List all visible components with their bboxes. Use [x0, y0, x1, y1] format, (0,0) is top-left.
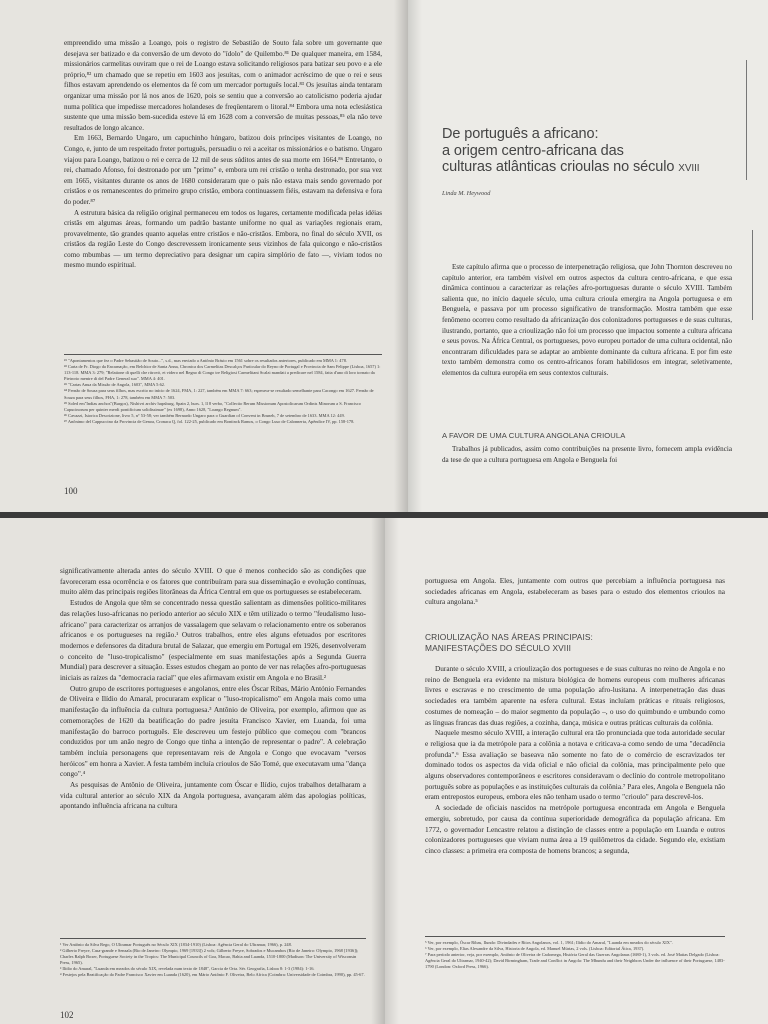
footnote: ⁸³ "Cartas Anua da Missão de Angola, 1603", MMA 5:62. — [64, 382, 166, 388]
page-101 — [408, 0, 768, 512]
footnote: ⁸⁶ Cavazzi, Istorica Descrizione, livro 5, n° 53-58; ver também Bernardo Ungaro para o Guardian of Convent in Bruneh, 7 de setembro de 1633. MMA 12: 449. — [64, 412, 345, 418]
page-101-body — [442, 262, 732, 379]
footnote: ⁸⁵ Soled em"Indias anchos"(Burgos), Nishivri archiv hapsburg, Spain 2, hurs. 1, ll 8 verbo, "Collectio Rerum Missionum Apostolicarum Ordinis Minorum a S. Francisco Capucinorum per quinter merdi pontificium solidissimae" (ex 1698), Anno 1628, "Loango Regnum". — [64, 400, 361, 412]
page-gutter — [408, 0, 422, 512]
paragraph: Outro grupo de escritores portugueses e angolanos, entre eles Óscar Ribas, Mário António Fernandes de Oliveira e Ilídio do Amaral, procuraram explicar o "luso-tropicalismo" em Angola mais como uma manifestação da influência da cultura portuguesa.³ Antônio de Oliveira, por exemplo, afirmou que as comemorações de 1620 da beatificação do padre jesuíta Francisco Xavier, em Luanda, foi uma manifestação do barroco português. Ele descreveu um festejo público que começou com "brancos conduzidos por um anão negro de Congo que tinha a intenção de representar o padre". A celebração também incluía personagens que representavam reis de Angola e Congo que evocavam "versos heróicos" em honra a Xavier. A festa também incluía crioulos de São Tomé, que executavam uma "dança congo".⁴ — [60, 683, 367, 779]
footnote: ⁴ Festejos pela Beatificação do Padre Francisco Xavier em Luanda (1620), em Mário Antônio F. Oliveira, Belo Africa (Coimbra: Universidade de Coimbra, 1990), pp. 45-67. — [60, 972, 365, 978]
paragraph: Em 1663, Bernardo Ungaro, um capuchinho húngaro, batizou dois príncipes visitantes de Loango, no Congo, e, junto de um respeitado freter português, persuadiu o rei a aceitar os missionários e o batismo. Ungaro viajou para Loango, batizou o rei e cerca de 12 mil de seus súditos antes de sua morte em 1664.⁸⁶ Entretanto, o rei, chamado Afonso, foi destronado por um "primo" e, embora um rei cristão o tenha destronado, por sua vez em 1665, visitantes durante os anos de 1680 consideraram que o país não estava mais sendo governado por cristãos e os remanescentes do primeiro grupo cristão, embora continuassem fiéis, estavam na defensiva e fora do poder.⁸⁷ — [64, 134, 382, 206]
footnote: ⁸⁴ Fernão de Souza para seus filhos, mas escrito no início de 1624, FMA, 1: 227, também em MMA 7: 663; esperava-se resultado semelhante para Cacongo em 1627. Fernão de Souza para seus filhos, FHA, 1: 278, também em MMA 7: 503. — [64, 388, 374, 400]
paragraph: significativamente alterada antes do século XVIII. O que é menos conhecido são as condições que favoreceram essa ocorrência e os fatores que contribuíram para sua disseminação e evolução contínuas, muito além das principais regiões litorâneas da África Central em que os portugueses se estabeleceram. — [60, 566, 366, 597]
footnote: ⁵ Ver, por exemplo, Óscar Ribas, Ilundo: Divindades e Ritos Angolanos, vol. 1, 1961; Ilídio do Amaral, "Luanda em meados do século XIX". — [425, 940, 673, 945]
paragraph: Durante o século XVIII, a crioulização dos portugueses e de suas culturas no reino de Angola e no reino de Benguela era evidente na mistura biológica de homens europeus com mulheres africanas livres e escravas e no crescimento de uma população afro-lusitana. A interpenetração das duas sociedades era também aparente na esfera cultural. Estas incluíam práticas e rituais religiosos, costumes de nomeação – do maior segmento da população –, o uso do quimbundo e umbundo como as línguas francas das duas regiões, a cozinha, dança, música e outras práticas culturais da colônia. — [425, 664, 725, 727]
footnote: ² Gilberto Freyre, Casa-grande e Senzala (Rio de Janeiro: Olympio, 1969 [1933]) 2 vols; Gilberto Freyre, Sobrados e Mucambos (Rio de Janeiro: Olympio, 1968 [1936]); Charles Ralph Boxer, Portuguese Society in the Tropics: The Municipal Councils of Goa, Macao, Bahia and Luanda, 1510-1800 (Madison: The University of Wisconsin Press, 1965). — [60, 948, 359, 966]
chapter-title-line: a origem centro-africana das — [442, 142, 624, 159]
page-103-footnotes — [425, 936, 725, 970]
section-heading-line — [425, 643, 725, 654]
paragraph: portuguesa em Angola. Eles, juntamente com outros que percebiam a influência portuguesa nas sociedades africanas em Angola, estabeleceram as bases para o estudo dos elementos crioulos na cultura angolana.⁵ — [425, 576, 725, 607]
footnote: ⁸⁷ Anônimo del Cappuccino da Provincia de Genoa, Cronaca Q, fol. 122-25, publicado em Bontinck Ramos, o Congo Luso de Calonnerta, Apêndice IV, pp. 158-178. — [64, 418, 355, 424]
page-102 — [0, 518, 385, 1024]
page-number: 100 — [64, 486, 78, 496]
paragraph: A sociedade de oficiais nascidos na metrópole portuguesa encontrada em Angola e Benguela emergiu, sobretudo, por causa da contínua superioridade demográfica da população africana. Em 1772, o governador Lencastre relatou a distinção de classes entre a população em Luanda e outros colonizadores portugueses que viviam numa área a 19 quilômetros da cidade. Segundo ele, existiam cinco classes: a primeira era composta de homens brancos; a segunda, — [425, 803, 725, 855]
footnote: ⁷ Para período anterior, veja, por exemplo, Antônio de Oliveira de Cadornega, História Geral das Guerras Angolanas (1680-1), 3 vols. ed. José Matias Delgado (Lisboa: Agência Geral do Ultramar, 1940-42); David Birmingham, Trade and Conflict in Angola: The Mbundu and their Neighbors Under the influence of their Portuguese, 1483-1790 (London: Oxford Press, 1966). — [425, 952, 725, 970]
chapter-title — [442, 126, 742, 178]
footnote: ⁶ Ver, por exemplo, Elias Alexandre da Silva, Historia de Angola, ed. Manuel Múrias, 2 vols. (Lisboa: Editorial Ática, 1937). — [425, 946, 645, 952]
paragraph: A estrutura básica da religião original permaneceu em todos os lugares, certamente modificada pelas idéias cristãs em algumas áreas, formando um padrão bastante uniforme no qual as variações regionais eram, provavelmente, tão grandes quanto aquelas entre cristãos e não-cristãos. Embora, no final do século XVII, os cristãos da região Leste do Congo descrevessem ironicamente seus vizinhos de fala quicongo e não-cristãos como mbumbas — um termo depreciativo para designar um capira simplório de fato —, viviam todos no mesmo mundo espiritual. — [64, 208, 382, 270]
section-heading-line: CRIOULIZAÇÃO NAS ÁREAS PRINCIPAIS: — [425, 632, 593, 642]
paragraph: Naquele mesmo século XVIII, a interação cultural era tão pronunciada que toda autoridade secular e religiosa que ia da metrópole para a colônia a notava e criticava-a como sendo de uma "decadência profunda".⁶ Essa avaliação se baseava não somente no fato de o comércio de escravizados ter dominado todos os aspectos da vida oficial e não oficial da colônia, mas principalmente pelo que alguns observadores contemporâneos e escritores consideravam o declínio do controle metropolitano português sobre as populações e as instituições culturais da colônia.⁷ Para eles, Angola e Benguela não eram entrepostos europeus, embora eles não tenham usado o termo "crioulo" para descrevê-los. — [425, 728, 725, 802]
section-heading-century: XVIII — [552, 643, 572, 653]
margin-mark — [746, 60, 747, 180]
paragraph: As pesquisas de Antônio de Oliveira, juntamente com Óscar e Ilídio, cujos trabalhos detalharam a vida cultural anterior ao século XIX da Angola portuguesa, avançaram além das apologias políticas, apontando influência africana na cultura — [60, 780, 366, 811]
chapter-title-century: XVIII — [678, 163, 700, 174]
chapter-title-line — [442, 159, 742, 178]
paragraph: Trabalhos já publicados, assim como contribuições na presente livro, fornecem ampla evidência da tese de que a cultura portuguesa em Angola e Benguela foi — [442, 445, 732, 464]
page-gutter — [371, 518, 385, 1024]
paragraph: Este capítulo afirma que o processo de interpenetração religiosa, que John Thornton descreveu no capítulo anterior, era também visível em outros aspectos da cultura centro-africana, e que essa dinâmica continuou a caracterizar as relações afro-portuguesas durante o século XVIII. Também salienta que, no início daquele século, uma cultura crioula emergira na Angola portuguesa e em Benguela, e passava por um processo significativo de transformação. Mostra também que esse fenômeno ocorreu como resultado da africanização dos colonizadores portugueses e de suas culturas, ilustrando, portanto, que a crioulização não foi um processo que impactou somente a cultura africana e seus povos. Na África Central, os portugueses, povo europeu portador de uma cultura ocidental, não encontraram dificuldades para se adaptar ao ambiente dominante da cultura africana. E por fim este texto também demonstra como os centro-africanos foram habilidosos em integrar, seletivamente, elementos da cultura européia em seus contextos culturais. — [442, 263, 732, 377]
paragraph: Estudos de Angola que têm se concentrado nessa questão salientam as dimensões político-militares das relações luso-africanas no período anterior ao século XIX e têm utilizado o termo "feudalismo luso-africano" para caracterizar os arranjos de vassalagem que selavam o relacionamento entre os soberanos africanos e os portugueses na região.¹ Outros trabalhos, entre eles alguns efetuados por escritores modernos e defensores da ditadura brutal de Salazar, que emergiu em Portugal em 1926, desenvolveram o conceito de "luso-tropicalismo" (especialmente em suas manifestações após a Segunda Guerra Mundial) para descrever a situação. Esses estudos chegam ao ponto de ver nas relações afro-portuguesas iniciais as raízes da "democracia racial" que eles afirmavam existir em Angola e no Brasil.² — [60, 598, 366, 683]
section-heading-text: MANIFESTAÇÕES DO SÉCULO — [425, 643, 550, 653]
paragraph: empreendido uma missão a Loango, pois o registro de Sebastião de Souto fala sobre um governante que desejava ser batizado e da conversão de um devoto do "ídolo" de Quilembo.⁸¹ De qualquer maneira, em 1584, missionários carmelitas ouviram que o rei de Loango estava solicitando religiosos para batizar seu povo e a ele próprio,⁸² um chamado que se repetiu em 1603 aos jesuítas, com o animador acréscimo de que o rei e seus filhos estavam aprendendo os elementos da fé com um mercador português local.⁸³ Os jesuítas ainda tentaram organizar uma missão por lá nos anos de 1620, pois se sentiu que a conversão ao catolicismo poderia ajudar numa política que impedisse mercadores holandeses de freqüentarem o litoral.⁸⁴ Embora uma nota eclesiástica sustente que uma missão bem-sucedida esteve lá em 1628 com a conversão de muitas pessoas,⁸⁵ ela não teve resultados de longo alcance. — [64, 39, 382, 132]
page-103-body — [425, 664, 725, 857]
page-number: 102 — [60, 1010, 74, 1020]
margin-mark — [752, 230, 753, 320]
page-gutter — [385, 518, 399, 1024]
footnote: ⁸² Carta de Fr. Diogo da Encarnação, em Belchior de Santa Anna, Chronica dos Carmelitas Descalços Particular do Reyno de Portugal e Provincia de Sam Felippe (Lisboa, 1657) 1: 113-118. MMA 3: 279; "Relatione di quelli che ritrovò, et videro nel Regno di Congo tre Religiosi Carmelitani Scalzi mandati a predicare nel 1584, fatta d'uno di loro tornato da Pietrorio mentre di del Padre General suo". MMA 4: 401. — [64, 364, 381, 382]
chapter-title-text: culturas atlânticas crioulas no século — [442, 159, 675, 175]
footnote: ⁸¹ "Apontamentos que fez o Padre Sebastião de Souto...", s.d., mas enviado a Antônio Brásio em 1561 sobre os resultados anteriores, publicado em MMA 1: 478. — [64, 358, 347, 363]
page-100-body — [64, 38, 382, 271]
page-102-body — [60, 566, 366, 812]
page-101-body-continued — [442, 444, 732, 465]
chapter-title-line: De português a africano: — [442, 126, 599, 142]
section-heading: A FAVOR DE UMA CULTURA ANGOLANA CRIOULA — [442, 431, 626, 440]
page-100-footnotes — [64, 354, 382, 425]
page-gutter — [394, 0, 408, 512]
footnote: ³ Ilídio do Amaral, "Luanda em meados do século XIX, revelada num texto de 1848", Garcia de Orta. Sér. Geografia, Lisboa 8: 1-3 (1984): 1-16. — [60, 966, 315, 972]
chapter-author: Linda M. Heywood — [442, 190, 491, 197]
page-103 — [385, 518, 768, 1024]
page-100 — [0, 0, 408, 512]
page-102-footnotes — [60, 938, 366, 979]
footnote: ¹ Ver Antônio da Silva Rego, O Ultramar Português no Século XIX (1834-1910) (Lisboa: Agência Geral do Ultramar, 1966), p. 248. — [60, 942, 292, 947]
section-heading — [425, 632, 725, 654]
page-103-intro — [425, 576, 725, 608]
